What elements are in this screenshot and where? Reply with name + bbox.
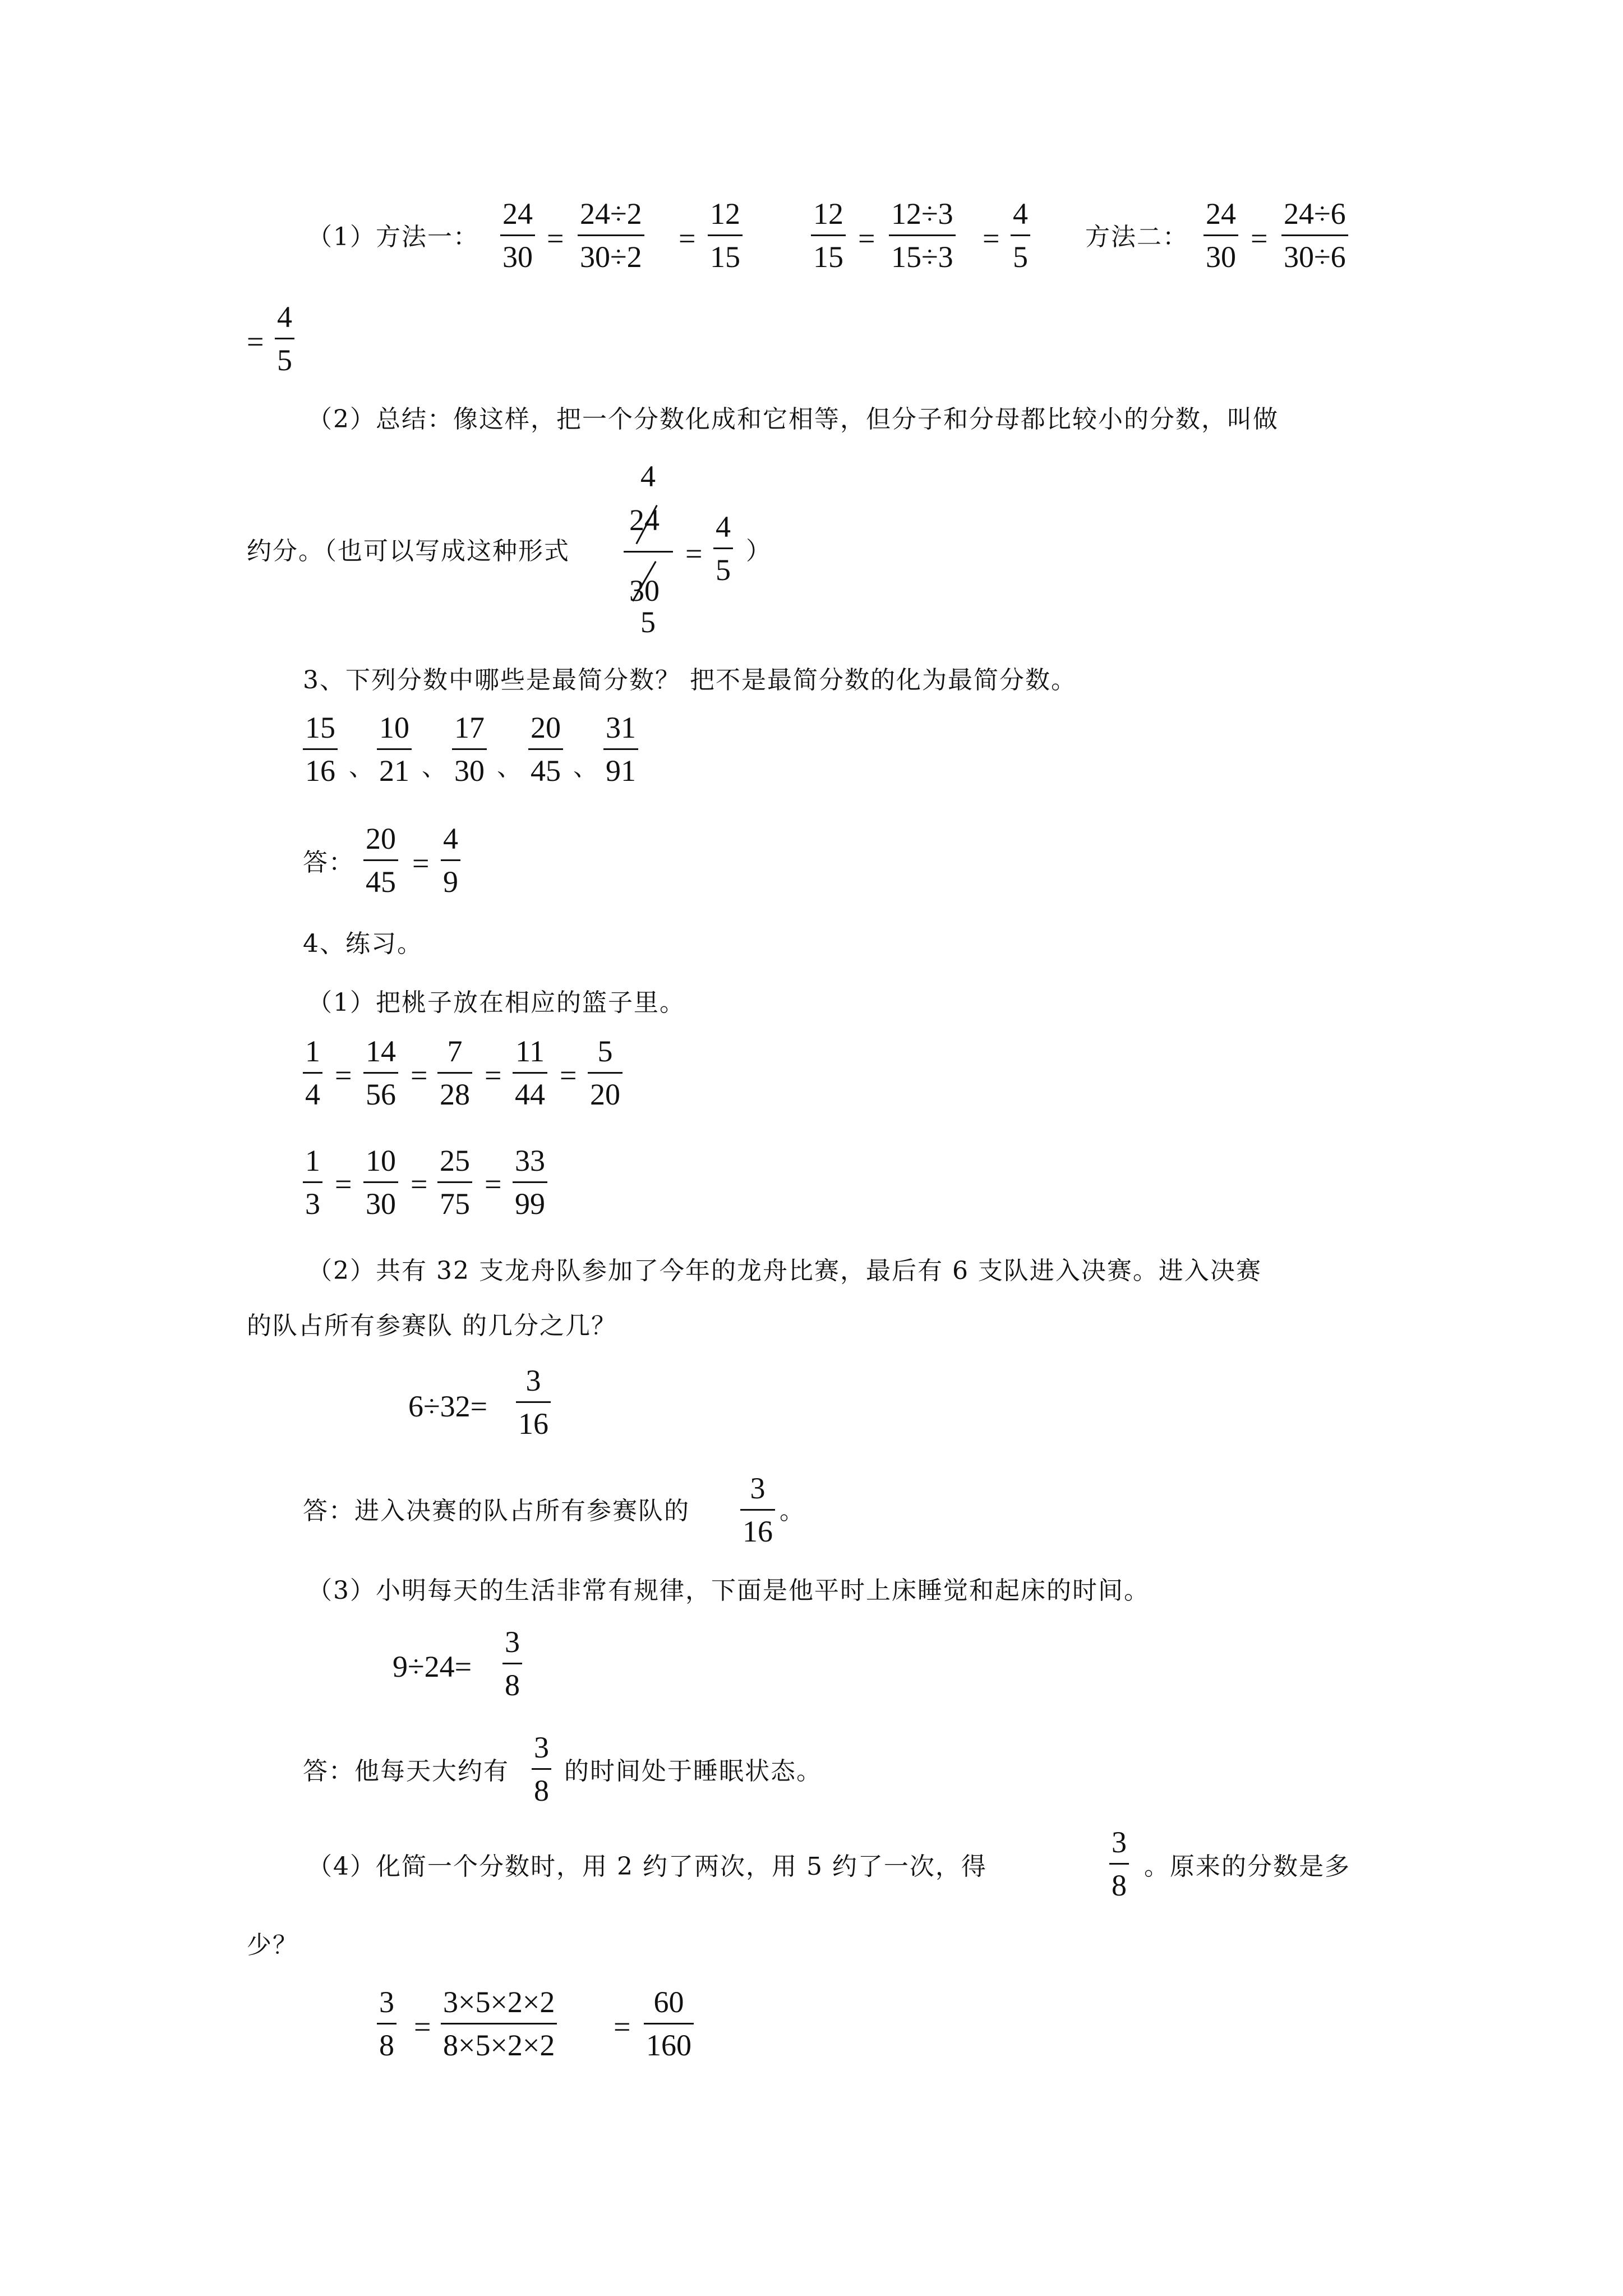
separator: 、 <box>497 753 523 781</box>
calculation: 6÷32= <box>408 1389 488 1423</box>
fraction: $\frac{4}{5}$ <box>275 301 294 376</box>
fraction: $\frac{4}{9}$ <box>441 822 460 898</box>
fraction: $\frac{17}{30}$ <box>452 711 487 787</box>
equals-sign: = <box>685 537 703 570</box>
fraction: $\frac{31}{91}$ <box>603 711 638 787</box>
question-4-title: 4、练习。 <box>303 930 423 958</box>
fraction: $\frac{10}{21}$ <box>377 711 412 787</box>
equals-sign: = <box>412 846 430 880</box>
fraction: $\frac{10}{30}$ <box>363 1144 398 1220</box>
answer-text-a: 答：他每天大约有 <box>303 1757 509 1786</box>
equals-sign: = <box>547 222 564 255</box>
equals-sign: = <box>414 2010 431 2044</box>
fraction: $\frac{3\times 5\times 2\times 2}{8\times 5\times 2\times 2}$ <box>441 1986 557 2062</box>
equals-sign: = <box>247 325 264 358</box>
answer-label: 答： <box>303 848 354 877</box>
fraction: $\frac{60}{160}$ <box>644 1986 694 2062</box>
fraction: $\frac{3}{8}$ <box>377 1986 396 2062</box>
fraction: $\frac{4}{5}$ <box>713 510 733 586</box>
equals-sign: = <box>614 2010 631 2044</box>
fraction: $\frac{25}{75}$ <box>437 1144 472 1220</box>
fraction: $\frac{3}{16}$ <box>516 1364 551 1440</box>
fraction: $\frac{7}{28}$ <box>437 1035 472 1111</box>
sub-question-1: （1）把桃子放在相应的篮子里。 <box>307 988 685 1017</box>
question-3-title: 3、下列分数中哪些是最简分数？ 把不是最简分数的化为最简分数。 <box>303 666 1077 694</box>
cancel-denominator: 30 <box>629 574 660 608</box>
equals-sign: = <box>411 1059 428 1092</box>
fraction: $\frac{24\div 2}{30\div 2}$ <box>578 197 644 273</box>
fraction: $\frac{12\div 3}{15\div 3}$ <box>889 197 956 273</box>
fraction: $\frac{12}{15}$ <box>811 197 846 273</box>
answer-text: 答：进入决赛的队占所有参赛队的 <box>303 1497 690 1525</box>
fraction: $\frac{11}{44}$ <box>513 1035 547 1111</box>
sub-question-4-line-2: 少？ <box>247 1931 298 1959</box>
equals-sign: = <box>1251 222 1268 255</box>
fraction-bar <box>624 551 673 553</box>
equals-sign: = <box>411 1167 428 1201</box>
fraction: $\frac{12}{15}$ <box>708 197 743 273</box>
sub-question-4-line-1b: 。原来的分数是多 <box>1144 1852 1350 1881</box>
fraction: $\frac{14}{56}$ <box>363 1035 398 1111</box>
equals-sign: = <box>335 1059 352 1092</box>
close-paren: ） <box>746 537 772 565</box>
equals-sign: = <box>560 1059 577 1092</box>
separator: 、 <box>349 753 375 781</box>
equals-sign: = <box>858 222 875 255</box>
fraction: $\frac{33}{99}$ <box>513 1144 547 1220</box>
summary-line-2: 约分。（也可以写成这种形式 <box>247 537 570 565</box>
answer-text-b: 的时间处于睡眠状态。 <box>564 1757 822 1786</box>
fraction: $\frac{24\div 6}{30\div 6}$ <box>1281 197 1348 273</box>
fraction: $\frac{20}{45}$ <box>363 822 398 898</box>
fraction: $\frac{24}{30}$ <box>1204 197 1238 273</box>
calculation: 9÷24= <box>393 1650 472 1683</box>
cancel-bottom-number: 5 <box>640 605 656 639</box>
equals-sign: = <box>485 1059 502 1092</box>
method1-label: （1）方法一： <box>307 223 479 251</box>
sub-question-2-line-1: （2）共有 32 支龙舟队参加了今年的龙舟比赛，最后有 6 支队进入决赛。进入决赛 <box>307 1257 1262 1285</box>
fraction: $\frac{3}{8}$ <box>1109 1826 1129 1902</box>
fraction: $\frac{3}{8}$ <box>502 1626 522 1701</box>
fraction: $\frac{15}{16}$ <box>303 711 338 787</box>
sub-question-4-line-1a: （4）化简一个分数时，用 2 约了两次，用 5 约了一次，得 <box>307 1852 987 1881</box>
cancel-top-number: 4 <box>640 459 656 493</box>
fraction: $\frac{1}{3}$ <box>303 1144 322 1220</box>
equals-sign: = <box>679 222 696 255</box>
fraction: $\frac{4}{5}$ <box>1011 197 1030 273</box>
equals-sign: = <box>335 1167 352 1201</box>
fraction: $\frac{5}{20}$ <box>588 1035 623 1111</box>
method2-label: 方法二： <box>1085 223 1188 251</box>
sub-question-3: （3）小明每天的生活非常有规律，下面是他平时上床睡觉和起床的时间。 <box>307 1576 1150 1605</box>
cancel-numerator: 24 <box>629 503 660 537</box>
summary-line-1: （2）总结：像这样，把一个分数化成和它相等，但分子和分母都比较小的分数，叫做 <box>307 405 1279 434</box>
fraction: $\frac{1}{4}$ <box>303 1035 322 1111</box>
equals-sign: = <box>485 1167 502 1201</box>
fraction: $\frac{20}{45}$ <box>528 711 563 787</box>
fraction: $\frac{3}{16}$ <box>740 1472 775 1548</box>
sub-question-2-line-2: 的队占所有参赛队 的几分之几？ <box>247 1312 617 1340</box>
period: 。 <box>780 1497 805 1525</box>
equals-sign: = <box>983 222 1000 255</box>
separator: 、 <box>422 753 448 781</box>
fraction: $\frac{24}{30}$ <box>500 197 535 273</box>
separator: 、 <box>573 753 599 781</box>
fraction: $\frac{3}{8}$ <box>532 1731 551 1807</box>
